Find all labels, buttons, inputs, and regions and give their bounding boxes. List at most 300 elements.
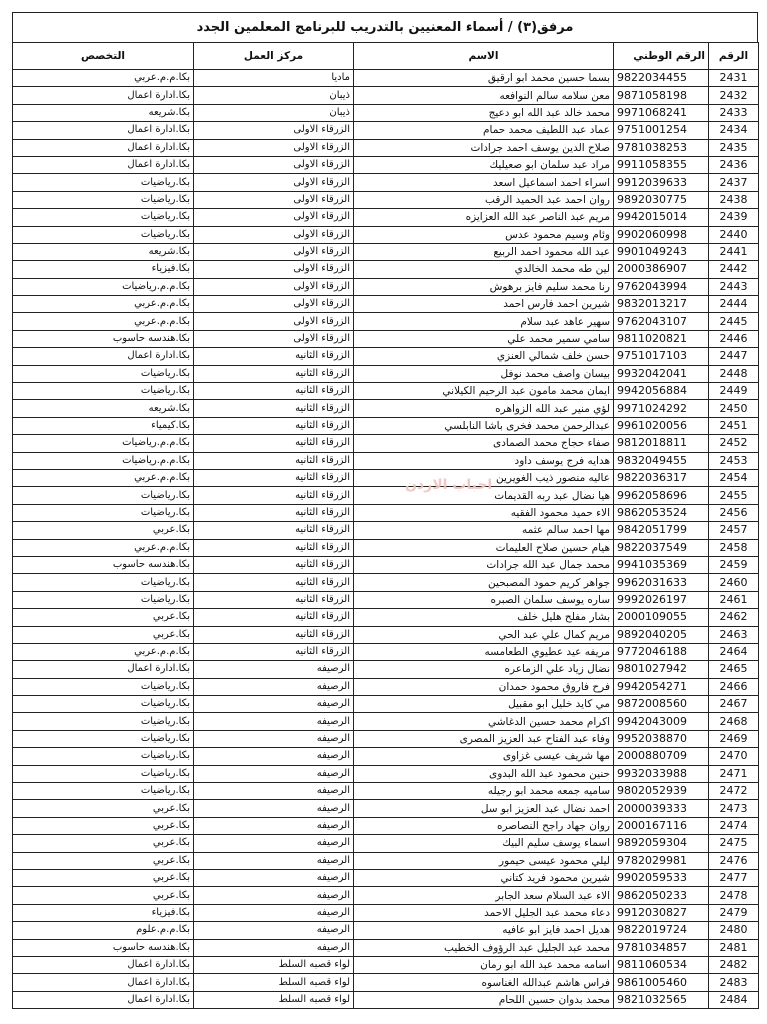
cell-national-id: 9801027942 [614, 661, 709, 678]
cell-number: 2483 [709, 974, 759, 991]
header-specialty: التخصص [13, 43, 194, 70]
cell-national-id: 9962031633 [614, 574, 709, 591]
cell-number: 2447 [709, 348, 759, 365]
cell-workplace: الزرقاء الثانيه [194, 435, 354, 452]
cell-national-id: 9892030775 [614, 191, 709, 208]
cell-national-id: 9832049455 [614, 452, 709, 469]
cell-specialty: بكا.رياضيات [13, 765, 194, 782]
cell-name: بيسان واصف محمد نوفل [354, 365, 614, 382]
cell-number: 2437 [709, 174, 759, 191]
cell-number: 2453 [709, 452, 759, 469]
cell-number: 2480 [709, 922, 759, 939]
cell-name: بشار مفلح هليل خلف [354, 609, 614, 626]
cell-number: 2446 [709, 330, 759, 347]
cell-workplace: الرصيفه [194, 765, 354, 782]
cell-workplace: ماديا [194, 70, 354, 87]
cell-name: وئام وسيم محمود عدس [354, 226, 614, 243]
cell-specialty: بكا.م.م.رياضيات [13, 452, 194, 469]
table-row [13, 922, 759, 939]
cell-national-id: 9952038870 [614, 730, 709, 747]
cell-number: 2454 [709, 469, 759, 486]
cell-workplace: الزرقاء الثانيه [194, 487, 354, 504]
cell-workplace: الزرقاء الثانيه [194, 556, 354, 573]
cell-workplace: الزرقاء الاولى [194, 330, 354, 347]
cell-specialty: بكا.عربي [13, 522, 194, 539]
cell-national-id: 9872008560 [614, 696, 709, 713]
cell-number: 2482 [709, 956, 759, 973]
cell-specialty: بكا.م.م.عربي [13, 539, 194, 556]
cell-number: 2436 [709, 156, 759, 173]
cell-name: اسماء يوسف سليم البيك [354, 835, 614, 852]
cell-name: محمد بدوان حسين اللحام [354, 991, 614, 1008]
cell-specialty: بكا.رياضيات [13, 191, 194, 208]
cell-national-id: 9942015014 [614, 209, 709, 226]
table-row [13, 661, 759, 678]
cell-name: مريم كمال علي عبد الحي [354, 626, 614, 643]
cell-specialty: بكا.هندسه حاسوب [13, 939, 194, 956]
cell-number: 2467 [709, 696, 759, 713]
cell-number: 2452 [709, 435, 759, 452]
table-row [13, 278, 759, 295]
table-row [13, 261, 759, 278]
cell-number: 2460 [709, 574, 759, 591]
cell-workplace: الزرقاء الاولى [194, 191, 354, 208]
cell-national-id: 9961020056 [614, 417, 709, 434]
table-row [13, 87, 759, 104]
cell-national-id: 9971024292 [614, 400, 709, 417]
cell-specialty: بكا.كيمياء [13, 417, 194, 434]
cell-national-id: 9782029981 [614, 852, 709, 869]
cell-workplace: الرصيفه [194, 939, 354, 956]
table-row [13, 156, 759, 173]
cell-specialty: بكا.عربي [13, 887, 194, 904]
cell-national-id: 9821032565 [614, 991, 709, 1008]
cell-name: صلاح الدين يوسف احمد جرادات [354, 139, 614, 156]
cell-national-id: 2000880709 [614, 748, 709, 765]
cell-name: الاء حميد محمود الفقيه [354, 504, 614, 521]
cell-national-id: 9911058355 [614, 156, 709, 173]
cell-number: 2479 [709, 904, 759, 921]
cell-national-id: 9822019724 [614, 922, 709, 939]
cell-national-id: 9811060534 [614, 956, 709, 973]
table-row [13, 469, 759, 486]
cell-name: سهير عاهد عبد سلام [354, 313, 614, 330]
table-row [13, 435, 759, 452]
cell-specialty: بكا.ادارة اعمال [13, 156, 194, 173]
table-row [13, 869, 759, 886]
cell-national-id: 9962058696 [614, 487, 709, 504]
cell-national-id: 9932042041 [614, 365, 709, 382]
cell-workplace: الزرقاء الثانيه [194, 417, 354, 434]
cell-number: 2445 [709, 313, 759, 330]
cell-name: ايمان محمد مامون عبد الرحيم الكيلاني [354, 383, 614, 400]
cell-workplace: الرصيفه [194, 887, 354, 904]
cell-number: 2451 [709, 417, 759, 434]
cell-specialty: بكا.م.م.رياضيات [13, 278, 194, 295]
table-row [13, 330, 759, 347]
cell-national-id: 9822037549 [614, 539, 709, 556]
table-row [13, 400, 759, 417]
cell-workplace: الرصيفه [194, 713, 354, 730]
cell-specialty: بكا.م.م.عربي [13, 296, 194, 313]
cell-name: روان جهاد راجح النصاصره [354, 817, 614, 834]
cell-national-id: 9861005460 [614, 974, 709, 991]
table-row [13, 730, 759, 747]
cell-name: رنا محمد سليم فايز برهوش [354, 278, 614, 295]
cell-number: 2475 [709, 835, 759, 852]
table-row [13, 835, 759, 852]
cell-national-id: 9902060998 [614, 226, 709, 243]
cell-name: لؤي منير عبد الله الزواهره [354, 400, 614, 417]
document-page [12, 12, 758, 1020]
cell-workplace: الزرقاء الثانيه [194, 609, 354, 626]
cell-workplace: ذيبان [194, 87, 354, 104]
cell-name: هديل احمد فايز ابو عافيه [354, 922, 614, 939]
cell-national-id: 9862050233 [614, 887, 709, 904]
cell-workplace: الزرقاء الثانيه [194, 591, 354, 608]
table-row [13, 209, 759, 226]
cell-workplace: الزرقاء الاولى [194, 122, 354, 139]
table-row [13, 191, 759, 208]
cell-name: عماد عبد اللطيف محمد حمام [354, 122, 614, 139]
table-row [13, 626, 759, 643]
cell-workplace: الزرقاء الاولى [194, 243, 354, 260]
cell-specialty: بكا.عربي [13, 852, 194, 869]
cell-name: شيرين محمود فريد كتاني [354, 869, 614, 886]
table-row [13, 904, 759, 921]
table-row [13, 887, 759, 904]
cell-name: محمد خالد عبد الله ابو دعيج [354, 104, 614, 121]
table-row [13, 139, 759, 156]
cell-number: 2474 [709, 817, 759, 834]
table-row [13, 765, 759, 782]
cell-workplace: الزرقاء الثانيه [194, 348, 354, 365]
cell-name: سامي سمير محمد علي [354, 330, 614, 347]
cell-name: معن سلامه سالم النوافعه [354, 87, 614, 104]
cell-workplace: الزرقاء الاولى [194, 174, 354, 191]
cell-specialty: بكا.هندسه حاسوب [13, 330, 194, 347]
cell-number: 2465 [709, 661, 759, 678]
cell-name: لين طه محمد الخالدي [354, 261, 614, 278]
header-workplace: مركز العمل [194, 43, 354, 70]
cell-specialty: بكا.رياضيات [13, 226, 194, 243]
cell-workplace: الرصيفه [194, 852, 354, 869]
table-row [13, 70, 759, 87]
header-number: الرقم [709, 43, 759, 70]
cell-number: 2464 [709, 643, 759, 660]
cell-national-id: 9942054271 [614, 678, 709, 695]
cell-number: 2449 [709, 383, 759, 400]
table-row [13, 974, 759, 991]
table-header-row [13, 43, 759, 70]
cell-workplace: الرصيفه [194, 730, 354, 747]
cell-number: 2462 [709, 609, 759, 626]
cell-workplace: الزرقاء الاولى [194, 226, 354, 243]
cell-specialty: بكا.رياضيات [13, 574, 194, 591]
cell-specialty: بكا.رياضيات [13, 365, 194, 382]
table-row [13, 783, 759, 800]
cell-specialty: بكا.ادارة اعمال [13, 956, 194, 973]
table-row [13, 852, 759, 869]
cell-name: هيا نضال عبد ربه القديمات [354, 487, 614, 504]
cell-specialty: بكا.عربي [13, 626, 194, 643]
cell-national-id: 2000386907 [614, 261, 709, 278]
cell-workplace: لواء قصبه السلط [194, 974, 354, 991]
cell-specialty: بكا.م.م.عربي [13, 469, 194, 486]
cell-workplace: الرصيفه [194, 800, 354, 817]
watermark-text: احباب الاردن [405, 477, 493, 493]
cell-national-id: 9802052939 [614, 783, 709, 800]
cell-national-id: 9832013217 [614, 296, 709, 313]
table-row [13, 504, 759, 521]
cell-national-id: 9932033988 [614, 765, 709, 782]
cell-specialty: بكا.فيزياء [13, 904, 194, 921]
cell-specialty: بكا.فيزياء [13, 261, 194, 278]
cell-number: 2473 [709, 800, 759, 817]
cell-name: هدايه فرج يوسف داود [354, 452, 614, 469]
table-row [13, 122, 759, 139]
cell-workplace: الزرقاء الاولى [194, 139, 354, 156]
cell-workplace: الرصيفه [194, 661, 354, 678]
cell-name: عبد الله محمود احمد الربيع [354, 243, 614, 260]
cell-number: 2434 [709, 122, 759, 139]
cell-national-id: 9912039633 [614, 174, 709, 191]
cell-name: شيرين احمد فارس احمد [354, 296, 614, 313]
table-row [13, 417, 759, 434]
cell-number: 2466 [709, 678, 759, 695]
cell-national-id: 9871058198 [614, 87, 709, 104]
cell-name: مريفه عيد عطيوي الطعامسه [354, 643, 614, 660]
cell-specialty: بكا.هندسه حاسوب [13, 556, 194, 573]
cell-national-id: 9811020821 [614, 330, 709, 347]
cell-workplace: الزرقاء الثانيه [194, 643, 354, 660]
cell-national-id: 9942056884 [614, 383, 709, 400]
cell-national-id: 9842051799 [614, 522, 709, 539]
cell-specialty: بكا.رياضيات [13, 713, 194, 730]
cell-specialty: بكا.م.م.عربي [13, 70, 194, 87]
cell-national-id: 2000109055 [614, 609, 709, 626]
cell-specialty: بكا.عربي [13, 817, 194, 834]
cell-number: 2457 [709, 522, 759, 539]
table-row [13, 643, 759, 660]
table-row [13, 296, 759, 313]
cell-specialty: بكا.رياضيات [13, 696, 194, 713]
cell-number: 2435 [709, 139, 759, 156]
cell-number: 2441 [709, 243, 759, 260]
table-row [13, 174, 759, 191]
cell-specialty: بكا.رياضيات [13, 783, 194, 800]
cell-number: 2476 [709, 852, 759, 869]
cell-name: روان احمد عبد الحميد الرقب [354, 191, 614, 208]
cell-national-id: 9781038253 [614, 139, 709, 156]
cell-national-id: 9902059533 [614, 869, 709, 886]
cell-name: ساميه جمعه محمد ابو رجيله [354, 783, 614, 800]
cell-number: 2448 [709, 365, 759, 382]
cell-workplace: الزرقاء الاولى [194, 261, 354, 278]
cell-specialty: بكا.شريعه [13, 243, 194, 260]
cell-number: 2431 [709, 70, 759, 87]
cell-number: 2444 [709, 296, 759, 313]
cell-national-id: 9862053524 [614, 504, 709, 521]
table-row [13, 104, 759, 121]
cell-number: 2471 [709, 765, 759, 782]
table-row [13, 591, 759, 608]
table-row [13, 609, 759, 626]
cell-specialty: بكا.م.م.رياضيات [13, 435, 194, 452]
cell-number: 2478 [709, 887, 759, 904]
header-national-id: الرقم الوطني [614, 43, 709, 70]
cell-workplace: الزرقاء الثانيه [194, 626, 354, 643]
cell-name: فراس هاشم عبدالله الغناسوه [354, 974, 614, 991]
cell-national-id: 9772046188 [614, 643, 709, 660]
cell-number: 2450 [709, 400, 759, 417]
table-row [13, 522, 759, 539]
cell-name: مها احمد سالم عثمه [354, 522, 614, 539]
cell-specialty: بكا.رياضيات [13, 504, 194, 521]
cell-specialty: بكا.رياضيات [13, 209, 194, 226]
cell-name: ليلي محمود عيسى حيمور [354, 852, 614, 869]
cell-specialty: بكا.عربي [13, 869, 194, 886]
cell-specialty: بكا.م.م.عربي [13, 643, 194, 660]
cell-workplace: الزرقاء الاولى [194, 313, 354, 330]
cell-specialty: بكا.م.م.علوم [13, 922, 194, 939]
table-row [13, 956, 759, 973]
cell-workplace: الرصيفه [194, 817, 354, 834]
cell-number: 2438 [709, 191, 759, 208]
cell-name: ساره يوسف سلمان الصبره [354, 591, 614, 608]
cell-national-id: 2000039333 [614, 800, 709, 817]
cell-workplace: الزرقاء الاولى [194, 296, 354, 313]
cell-name: احمد نضال عبد العزيز ابو سل [354, 800, 614, 817]
cell-specialty: بكا.رياضيات [13, 678, 194, 695]
cell-number: 2481 [709, 939, 759, 956]
table-row [13, 696, 759, 713]
cell-specialty: بكا.رياضيات [13, 730, 194, 747]
table-row [13, 452, 759, 469]
cell-national-id: 9762043994 [614, 278, 709, 295]
cell-workplace: الرصيفه [194, 696, 354, 713]
cell-number: 2477 [709, 869, 759, 886]
cell-specialty: بكا.ادارة اعمال [13, 661, 194, 678]
cell-specialty: بكا.ادارة اعمال [13, 87, 194, 104]
cell-number: 2456 [709, 504, 759, 521]
cell-workplace: لواء قصبه السلط [194, 991, 354, 1008]
cell-number: 2463 [709, 626, 759, 643]
header-name: الاسم [354, 43, 614, 70]
cell-specialty: بكا.ادارة اعمال [13, 139, 194, 156]
table-row [13, 383, 759, 400]
cell-name: اسراء احمد اسماعيل اسعد [354, 174, 614, 191]
cell-name: محمد جمال عبد الله جرادات [354, 556, 614, 573]
table-row [13, 800, 759, 817]
cell-number: 2461 [709, 591, 759, 608]
cell-workplace: الزرقاء الثانيه [194, 574, 354, 591]
cell-workplace: ذيبان [194, 104, 354, 121]
table-row [13, 817, 759, 834]
cell-number: 2440 [709, 226, 759, 243]
cell-national-id: 9762043107 [614, 313, 709, 330]
table-row [13, 226, 759, 243]
table-row [13, 487, 759, 504]
table-row [13, 748, 759, 765]
cell-number: 2439 [709, 209, 759, 226]
cell-name: بسما حسين محمد ابو ارقيق [354, 70, 614, 87]
cell-national-id: 9812018811 [614, 435, 709, 452]
cell-number: 2442 [709, 261, 759, 278]
cell-workplace: الزرقاء الثانيه [194, 539, 354, 556]
cell-name: فرح فاروق محمود حمدان [354, 678, 614, 695]
cell-name: اكرام محمد حسين الدغاشي [354, 713, 614, 730]
cell-specialty: بكا.عربي [13, 800, 194, 817]
cell-national-id: 9892040205 [614, 626, 709, 643]
table-row [13, 678, 759, 695]
cell-name: عاليه منصور ذيب الغويرين [354, 469, 614, 486]
cell-specialty: بكا.شريعه [13, 104, 194, 121]
cell-name: صفاء حجاج محمد الصمادى [354, 435, 614, 452]
cell-specialty: بكا.رياضيات [13, 748, 194, 765]
cell-national-id: 9781034857 [614, 939, 709, 956]
cell-name: اسامه محمد عبد الله ابو رمان [354, 956, 614, 973]
table-row [13, 348, 759, 365]
cell-workplace: الرصيفه [194, 904, 354, 921]
cell-specialty: بكا.شريعه [13, 400, 194, 417]
cell-specialty: بكا.رياضيات [13, 383, 194, 400]
cell-name: الاء عبد السلام سعد الجابر [354, 887, 614, 904]
cell-specialty: بكا.ادارة اعمال [13, 974, 194, 991]
cell-name: دعاء محمد عبد الجليل الاحمد [354, 904, 614, 921]
cell-name: حنين محمود عبد الله البدوى [354, 765, 614, 782]
cell-workplace: الزرقاء الثانيه [194, 365, 354, 382]
cell-workplace: الزرقاء الثانيه [194, 383, 354, 400]
table-row [13, 313, 759, 330]
cell-workplace: الزرقاء الثانيه [194, 469, 354, 486]
cell-national-id: 2000167116 [614, 817, 709, 834]
cell-workplace: الرصيفه [194, 748, 354, 765]
cell-national-id: 9751017103 [614, 348, 709, 365]
cell-number: 2458 [709, 539, 759, 556]
cell-name: عبدالرحمن محمد فخرى باشا النابلسي [354, 417, 614, 434]
cell-name: وفاء عبد الفتاح عبد العزيز المصرى [354, 730, 614, 747]
cell-workplace: الزرقاء الثانيه [194, 504, 354, 521]
cell-number: 2468 [709, 713, 759, 730]
cell-number: 2432 [709, 87, 759, 104]
cell-national-id: 9992026197 [614, 591, 709, 608]
table-row [13, 243, 759, 260]
cell-specialty: بكا.م.م.عربي [13, 313, 194, 330]
cell-specialty: بكا.ادارة اعمال [13, 991, 194, 1008]
cell-name: جواهر كريم حمود المصبحين [354, 574, 614, 591]
cell-workplace: الرصيفه [194, 922, 354, 939]
cell-national-id: 9822034455 [614, 70, 709, 87]
cell-number: 2459 [709, 556, 759, 573]
cell-national-id: 9971068241 [614, 104, 709, 121]
cell-name: مراد عبد سلمان ابو صعيليك [354, 156, 614, 173]
cell-specialty: بكا.رياضيات [13, 174, 194, 191]
cell-workplace: لواء قصبه السلط [194, 956, 354, 973]
cell-workplace: الرصيفه [194, 783, 354, 800]
cell-number: 2455 [709, 487, 759, 504]
cell-national-id: 9912030827 [614, 904, 709, 921]
cell-workplace: الزرقاء الاولى [194, 278, 354, 295]
cell-name: مها شريف عيسى غزاوى [354, 748, 614, 765]
cell-specialty: بكا.ادارة اعمال [13, 348, 194, 365]
cell-workplace: الزرقاء الثانيه [194, 400, 354, 417]
table-row [13, 365, 759, 382]
cell-name: هيام حسين صلاح العليمات [354, 539, 614, 556]
cell-specialty: بكا.عربي [13, 835, 194, 852]
table-row [13, 991, 759, 1008]
cell-national-id: 9942043009 [614, 713, 709, 730]
